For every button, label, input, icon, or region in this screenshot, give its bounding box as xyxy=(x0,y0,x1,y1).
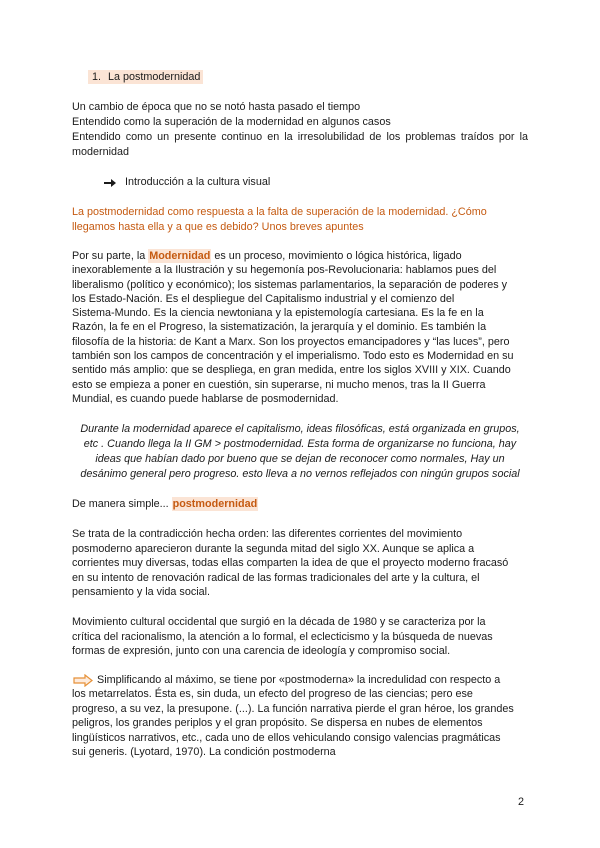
paragraph-line: posmoderno aparecieron durante la segunda mitad del siglo XX. Aunque se aplica a xyxy=(72,542,475,555)
paragraph-line: también son los campos de concentración y el imperialismo. Todo esto es Modernidad en su xyxy=(72,350,514,363)
paragraph-line: Razón, la fe en el Progreso, la sistematización, la jerarquía y el dominio. Es también la xyxy=(72,321,487,334)
paragraph-line: sui generis. (Lyotard, 1970). La condición postmoderna xyxy=(72,745,336,758)
subheading xyxy=(72,205,528,235)
intro-line: modernidad xyxy=(72,146,130,158)
paragraph-line: inexorablemente a la Ilustración y su hegemonía pos-Revolucionaria: hablamos pues del xyxy=(72,264,497,277)
paragraph-line: esto se empieza a poner en cuestión, sin superarse, ni mucho menos, tras la II Guerra xyxy=(72,378,486,391)
paragraph-line: filosofía de la historia: de Kant a Marx. Son los proyectos emancipadores y “las luces”, pero xyxy=(72,335,510,348)
note-line: etc . Cuando llega la II GM > postmodernidad. Esta forma de organizarse no funciona, hay xyxy=(83,437,517,450)
heading-title: La postmodernidad xyxy=(108,71,201,83)
paragraph-line: corrientes muy diversas, todas ellas comparten la idea de que el proyecto moderno fracasó xyxy=(72,557,509,569)
paragraph-line: peligros, los grandes periplos y el gran propósito. Se dispersa en nubes de elementos xyxy=(72,717,483,730)
note-line: Durante la modernidad aparece el capitalismo, ideas filosóficas, está organizada en grupos, xyxy=(80,422,520,435)
paragraph-line: liberalismo (político y económico); los sistemas parlamentarios, la separación de poderes y xyxy=(72,278,508,291)
paragraph-line: Simplificando al máximo, se tiene por «postmoderna» la incredulidad con respecto a xyxy=(97,674,501,686)
italic-note xyxy=(72,422,528,482)
paragraph-line: crítica del racionalismo, la atención a lo formal, el eclecticismo y la búsqueda de nuevas xyxy=(72,630,493,643)
intro-line: Un cambio de época que no se notó hasta pasado el tiempo xyxy=(72,101,361,113)
subheading-line: La postmodernidad como respuesta a la falta de superación de la modernidad. ¿Cómo xyxy=(72,206,487,218)
highlight-term-postmodernidad: postmodernidad xyxy=(172,498,258,510)
right-arrow-icon xyxy=(104,178,116,188)
paragraph-line xyxy=(72,249,528,263)
movement-paragraph xyxy=(72,615,528,659)
paragraph-line: los Estado-Nación. Es el despliegue del Capitalismo industrial y el comienzo del xyxy=(72,292,455,305)
modernidad-paragraph xyxy=(72,249,528,406)
highlight-term-modernidad: Modernidad xyxy=(149,250,211,262)
line-text: Por su parte, la xyxy=(72,250,149,262)
paragraph-line: Se trata de la contradicción hecha orden: las diferentes corrientes del movimiento xyxy=(72,528,463,540)
intro-line: Entendido como un presente continuo en la irresolubilidad de los problemas traídos por la xyxy=(72,131,528,143)
paragraph-line: Mundial, es cuando puede hablarse de posmodernidad. xyxy=(72,392,339,405)
intro-paragraph xyxy=(72,100,528,160)
page-number: 2 xyxy=(518,796,525,808)
paragraph-line: lingüísticos narrativos, etc., cada uno de ellos vehiculando consigo valencias pragmáticas xyxy=(72,731,501,744)
paragraph-line: Sistema-Mundo. Es la ciencia newtoniana y la epistemología cartesiana. Es la fe en la xyxy=(72,307,484,320)
note-line: desánimo general pero progreso. esto lleva a no vernos reflejados con ningún grupos social xyxy=(80,467,520,480)
contradiction-paragraph xyxy=(72,527,528,600)
paragraph-line: pensamiento y la vida social. xyxy=(72,586,211,598)
intro-line: Entendido como la superación de la modernidad en algunos casos xyxy=(72,116,391,128)
paragraph-line: progreso, a su vez, la presupone. (...). La función narrativa pierde el gran héroe, los grandes xyxy=(72,702,514,715)
lyotard-paragraph xyxy=(72,673,528,759)
paragraph-line: Movimiento cultural occidental que surgió en la década de 1980 y se caracteriza por la xyxy=(72,616,486,628)
paragraph-line: los metarrelatos. Ésta es, sin duda, un efecto del progreso de las ciencias; pero ese xyxy=(72,688,473,701)
simple-definition-heading xyxy=(72,497,528,511)
bullet-text: Introducción a la cultura visual xyxy=(125,176,271,188)
paragraph-line xyxy=(72,497,528,511)
paragraph-line: formas de expresión, junto con una carencia de ideología y compromiso social. xyxy=(72,645,451,657)
paragraph-line: en su intento de renovación radical de las formas tradicionales del arte y la cultura, el xyxy=(72,571,480,584)
line-text: De manera simple... xyxy=(72,498,172,510)
paragraph-line: sentido más amplio: que se despliega, en gran medida, entre los siglos XVIII y XIX. Cuando xyxy=(72,364,511,377)
section-heading xyxy=(88,70,203,84)
subheading-line: llegamos hasta ella y a que es debido? Unos breves apuntes xyxy=(72,221,364,233)
line-text: es un proceso, movimiento o lógica histórica, ligado xyxy=(211,250,462,262)
note-line: ideas que habían dado por bueno que se dejan de reconocer como normales, Hay un xyxy=(95,452,505,465)
heading-number: 1. xyxy=(92,71,102,83)
